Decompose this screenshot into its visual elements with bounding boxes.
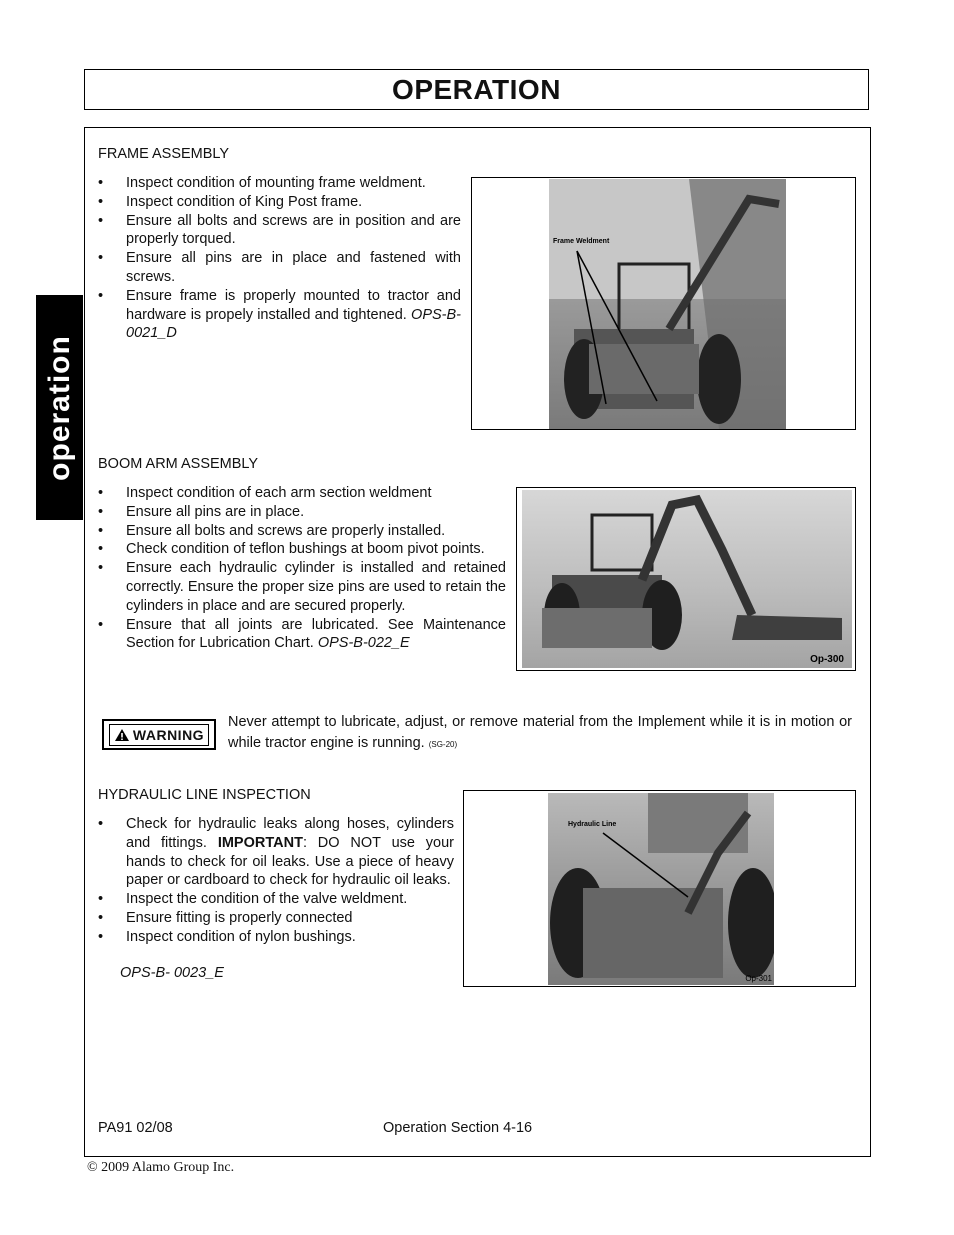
warning-text: [228, 712, 852, 755]
list-item: • Inspect condition of nylon bushings.: [98, 928, 454, 947]
frame-assembly-photo: [549, 179, 786, 429]
list-item: • Ensure fitting is properly connected: [98, 909, 454, 928]
boom-arm-photo-frame: [516, 487, 856, 671]
list-item-text: Check for hydraulic leaks along hoses, cylinders and fittings.: [126, 816, 454, 851]
hydraulic-photo: [548, 793, 774, 985]
copyright: © 2009 Alamo Group Inc.: [87, 1160, 235, 1175]
list-item: • Ensure each hydraulic cylinder is installed and retained correctly. Ensure the proper size pins are used to retain the cylinders in place and are secured properly.: [98, 559, 506, 615]
frame-assembly-list: [98, 174, 461, 343]
page-title: OPERATION: [392, 73, 561, 105]
list-item-text: Ensure frame is properly mounted to tractor and hardware is propely installed and tightened.: [126, 287, 461, 323]
important-label: IMPORTANT: [217, 834, 303, 851]
boom-arm-title: BOOM ARM ASSEMBLY: [98, 456, 259, 472]
hydraulic-reference-code: OPS-B- 0023_E: [120, 965, 224, 981]
reference-code: OPS-B- 0021_D: [126, 306, 461, 342]
boom-mower-illustration: [522, 490, 852, 668]
tractor-illustration: [549, 179, 786, 429]
hydraulic-line-label: Hydraulic Line: [568, 821, 617, 828]
boom-arm-photo: [522, 490, 852, 668]
hydraulic-title: HYDRAULIC LINE INSPECTION: [98, 787, 311, 803]
op-300-caption: Op-300: [810, 654, 844, 665]
warning-triangle-icon: [114, 728, 130, 742]
list-item-text: Ensure that all joints are lubricated. See Maintenance Section for Lubrication Chart.: [126, 616, 506, 652]
hydraulic-photo-frame: [463, 790, 856, 987]
list-item: • Inspect the condition of the valve weldment.: [98, 890, 454, 909]
list-item: • Ensure all bolts and screws are in position and are properly torqued.: [98, 212, 461, 250]
frame-weldment-label: Frame Weldment: [553, 238, 610, 245]
list-item: • Inspect condition of each arm section weldment: [98, 484, 506, 503]
frame-assembly-title: FRAME ASSEMBLY: [98, 146, 230, 162]
list-item: [98, 815, 454, 890]
list-item: • Inspect condition of King Post frame.: [98, 193, 461, 212]
section-side-tab: [36, 295, 83, 520]
footer-doc-code: PA91 02/08: [98, 1120, 173, 1136]
warning-badge: [102, 719, 216, 750]
side-tab-label: operation: [42, 334, 76, 481]
list-item: • Ensure all bolts and screws are properly installed.: [98, 522, 506, 541]
list-item: • Ensure all pins are in place and fastened with screws.: [98, 249, 461, 287]
reference-code: OPS-B-022_E: [317, 635, 410, 652]
hydraulic-list: [98, 815, 454, 947]
warning-message: Never attempt to lubricate, adjust, or remove material from the Implement while it is in motion or while tractor engine is running.: [228, 714, 852, 751]
list-item: • Check condition of teflon bushings at boom pivot points.: [98, 540, 506, 559]
list-item: [98, 287, 461, 343]
list-item: • Ensure all pins are in place.: [98, 503, 506, 522]
page-header: [84, 69, 869, 110]
frame-assembly-photo-frame: [471, 177, 856, 430]
list-item: [98, 616, 506, 654]
warning-badge-inner: [109, 724, 209, 746]
warning-code: (SG-20): [428, 740, 458, 749]
footer-section: Operation Section 4-16: [383, 1120, 533, 1136]
warning-word: WARNING: [132, 726, 205, 743]
list-item-text: : DO NOT use your hands to check for oil leaks. Use a piece of heavy paper or cardboard to check for hydraulic oil leaks.: [126, 834, 454, 889]
boom-arm-list: [98, 484, 506, 653]
list-item: • Inspect condition of mounting frame weldment.: [98, 174, 461, 193]
op-301-caption: Op-301: [745, 974, 772, 983]
